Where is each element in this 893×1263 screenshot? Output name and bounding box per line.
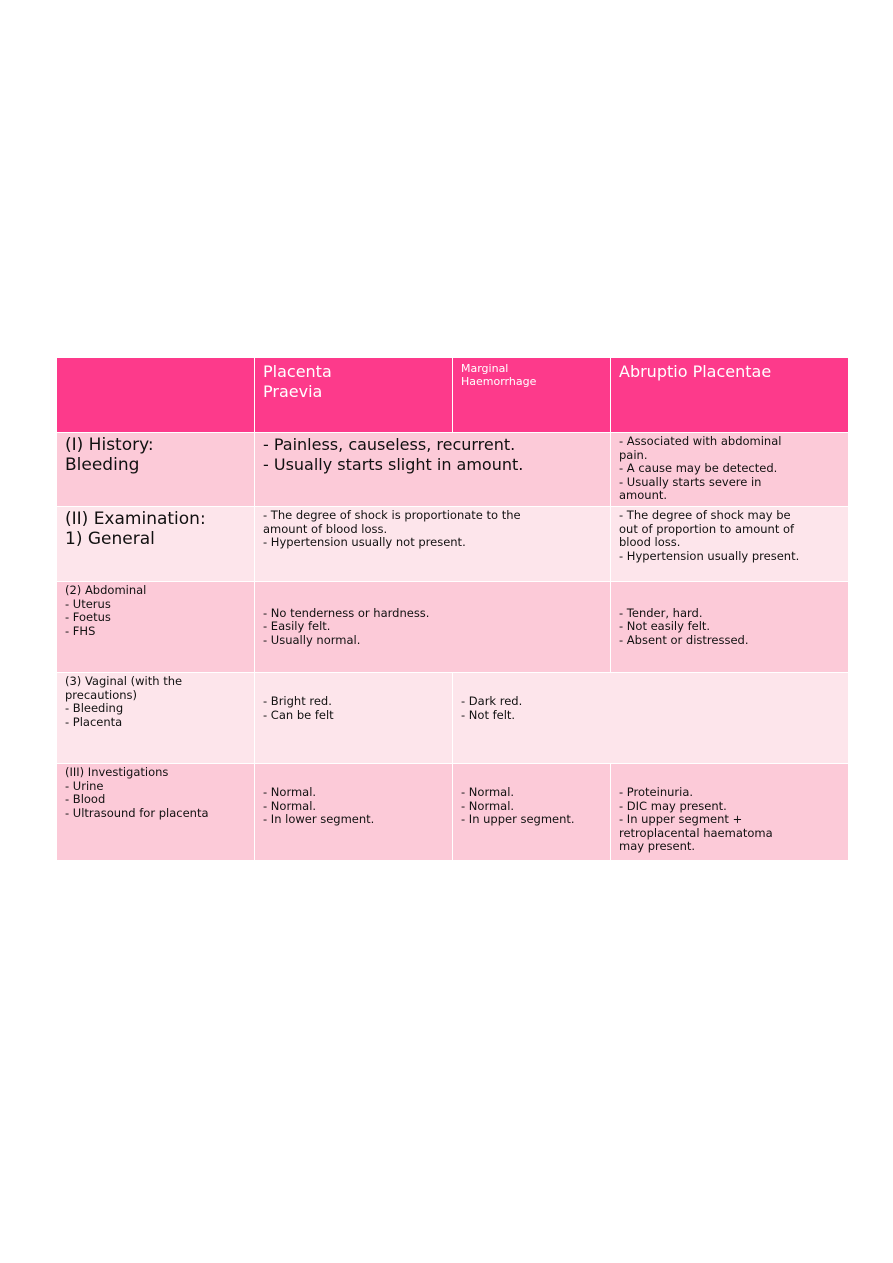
table-row-investigations — [57, 764, 849, 861]
table-row-vaginal — [57, 673, 849, 764]
table-row-examination-general — [57, 507, 849, 582]
cell-abruptio: - Tender, hard. - Not easily felt. - Absent or distressed. — [611, 582, 849, 673]
cell-praevia: - Bright red. - Can be felt — [255, 673, 453, 764]
comparison-table — [56, 357, 849, 861]
table-header-row — [57, 358, 849, 433]
row-label: (III) Investigations - Urine - Blood - Ultrasound for placenta — [57, 764, 255, 861]
cell-praevia-marginal: - No tenderness or hardness. - Easily felt. - Usually normal. — [255, 582, 611, 673]
cell-praevia-marginal: - The degree of shock is proportionate to the amount of blood loss. - Hypertension usually not present. — [255, 507, 611, 582]
cell-marginal: - Normal. - Normal. - In upper segment. — [453, 764, 611, 861]
row-label: (II) Examination: 1) General — [57, 507, 255, 582]
cell-abruptio: - The degree of shock may be out of proportion to amount of blood loss. - Hypertension usually present. — [611, 507, 849, 582]
row-label: (3) Vaginal (with the precautions) - Bleeding - Placenta — [57, 673, 255, 764]
row-label: (I) History: Bleeding — [57, 433, 255, 507]
cell-abruptio: - Proteinuria. - DIC may present. - In upper segment + retroplacental haematoma may present. — [611, 764, 849, 861]
table-row-history — [57, 433, 849, 507]
cell-marginal-abruptio: - Dark red. - Not felt. — [453, 673, 849, 764]
cell-praevia-marginal: - Painless, causeless, recurrent. - Usually starts slight in amount. — [255, 433, 611, 507]
cell-praevia: - Normal. - Normal. - In lower segment. — [255, 764, 453, 861]
cell-abruptio: - Associated with abdominal pain. - A cause may be detected. - Usually starts severe in amount. — [611, 433, 849, 507]
row-label: (2) Abdominal - Uterus - Foetus - FHS — [57, 582, 255, 673]
header-placenta-praevia: Placenta Praevia — [255, 358, 453, 433]
header-marginal-haemorrhage: Marginal Haemorrhage — [453, 358, 611, 433]
table-row-abdominal — [57, 582, 849, 673]
header-blank-cell — [57, 358, 255, 433]
header-abruptio-placentae: Abruptio Placentae — [611, 358, 849, 433]
